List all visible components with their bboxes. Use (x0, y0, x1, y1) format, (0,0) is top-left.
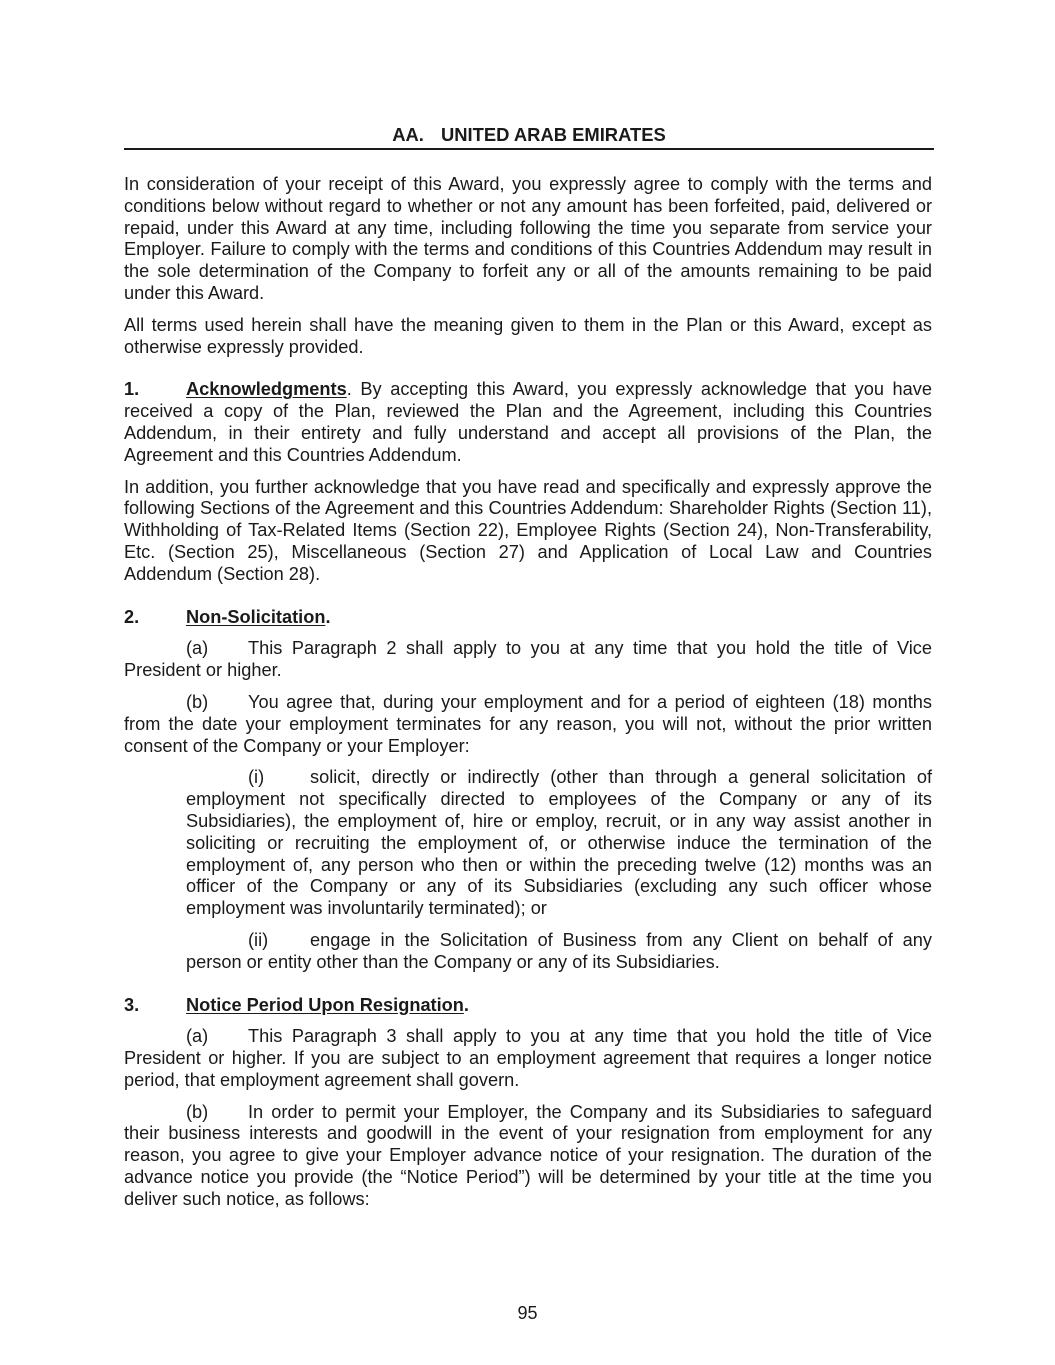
heading-title: UNITED ARAB EMIRATES (441, 124, 666, 145)
section-3-label-a: (a) (186, 1026, 209, 1047)
section-2-para-b (124, 692, 932, 757)
section-2-para-i (186, 767, 932, 920)
section-2-label-i: (i) (248, 767, 265, 788)
section-1-paragraph-2: In addition, you further acknowledge that you have read and specifically and expressly approve the following Sections of the Agreement and this Countries Addendum: Shareholder Rights (Section 11), Withholding of Tax-Related Items (Section 22), Employee Rights (Section 24), Non-Transferability, Etc. (Section 25), Miscellaneous (Section 27) and Application of Local Law and Countries Addendum (Section 28). (124, 476, 932, 584)
section-3-para-b (124, 1102, 932, 1211)
heading-number: AA. (392, 124, 424, 145)
section-3-text-b: In order to permit your Employer, the Company and its Subsidiaries to safeguard their business interests and goodwill in the event of your resignation from employment for any reason, you agree to give your Employer advance notice of your resignation. The duration of the advance notice you provide (the “Notice Period”) will be determined by your title at the time you deliver such notice, as follows: (124, 1101, 932, 1209)
section-3-title: Notice Period Upon Resignation (186, 994, 464, 1015)
section-2-text-b: You agree that, during your employment and for a period of eighteen (18) months from the date your employment terminates for any reason, you will not, without the prior written consent of the Company or your Employer: (124, 691, 932, 756)
section-2-label-b: (b) (186, 691, 209, 712)
section-3-label-b: (b) (186, 1101, 209, 1122)
section-2-label-a: (a) (186, 638, 209, 659)
section-2-para-a (124, 638, 932, 682)
section-3-para-a (124, 1026, 932, 1091)
page-number: 95 (517, 1303, 538, 1323)
section-2-header (124, 607, 932, 629)
section-2-title-suffix: . (325, 606, 331, 627)
section-2-para-ii (186, 930, 932, 974)
section-1-number: 1. (124, 379, 140, 400)
section-2-text-i: solicit, directly or indirectly (other than through a general solicitation of employment not specifically directed to employees of the Company or any of its Subsidiaries), the employment of, hire or employ, recruit, or in any way assist another in soliciting or recruiting the employment of, or otherwise induce the termination of the employment of, any person who then or within the preceding twelve (12) months was an officer of the Company or any of its Subsidiaries (excluding any such officer whose employment was involuntarily terminated); or (186, 767, 932, 919)
section-1-paragraph (124, 379, 932, 466)
section-1-lead-text: . By accepting this Award, you expressly acknowledge that you have received a copy of the Plan, reviewed the Plan and the Agreement, including this Countries Addendum, in their entirety and fully understand and accept all provisions of the Plan, the Agreement and this Countries Addendum. (124, 379, 932, 465)
section-3-title-suffix: . (463, 994, 469, 1015)
section-2-label-ii: (ii) (248, 929, 269, 950)
section-heading (124, 124, 934, 150)
section-1-title: Acknowledgments (186, 379, 347, 400)
intro-paragraph-1: In consideration of your receipt of this Award, you expressly agree to comply with the terms and conditions below without regard to whether or not any amount has been forfeited, paid, delivered or repaid, under this Award at any time, including following the time you separate from service your Employer. Failure to comply with the terms and conditions of this Countries Addendum may result in the sole determination of the Company to forfeit any or all of the amounts remaining to be paid under this Award. (124, 174, 932, 303)
section-3-header (124, 995, 932, 1017)
section-3-text-a: This Paragraph 3 shall apply to you at any time that you hold the title of Vice President or higher. If you are subject to an employment agreement that requires a longer notice period, that employment agreement shall govern. (124, 1026, 932, 1090)
section-2-text-ii: engage in the Solicitation of Business from any Client on behalf of any person or entity other than the Company or any of its Subsidiaries. (186, 929, 932, 972)
document-page (124, 124, 932, 1211)
section-2-title: Non-Solicitation (186, 606, 326, 627)
section-2-number: 2. (124, 606, 140, 627)
section-2-text-a: This Paragraph 2 shall apply to you at any time that you hold the title of Vice President or higher. (124, 638, 932, 681)
intro-paragraph-2: All terms used herein shall have the meaning given to them in the Plan or this Award, except as otherwise expressly provided. (124, 314, 932, 357)
section-3-number: 3. (124, 994, 140, 1015)
